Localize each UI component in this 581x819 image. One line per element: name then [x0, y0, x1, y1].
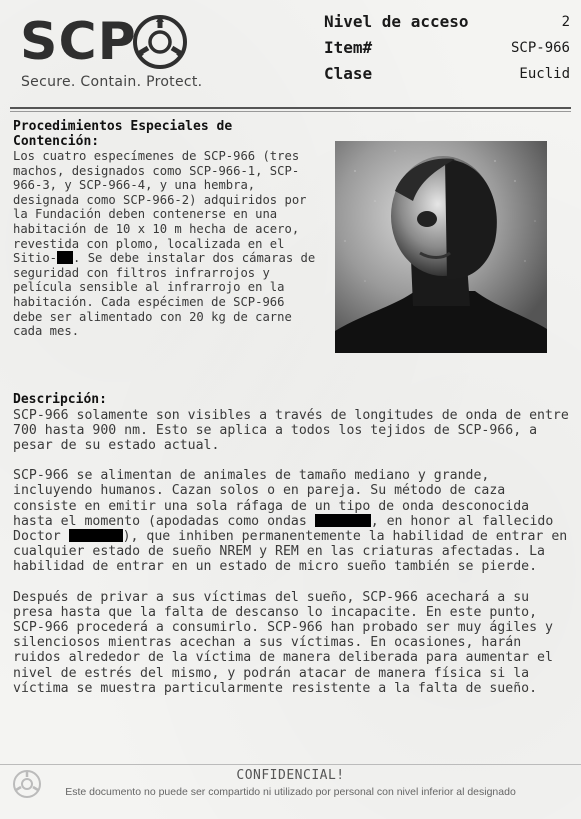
scp-emblem-icon: [132, 14, 188, 70]
redaction-block: [69, 529, 123, 542]
redaction-block: [57, 251, 73, 264]
meta-label: Item#: [324, 38, 373, 57]
footer-note: Este documento no puede ser compartido ni utilizado por personal con nivel inferior al designado: [65, 786, 516, 798]
footer-divider: [0, 764, 581, 765]
item-meta: [324, 12, 570, 90]
procedures-title: Procedimientos Especiales de Contención:: [13, 119, 233, 149]
header-divider-thin: [10, 111, 571, 112]
meta-row-item-number: [324, 38, 570, 64]
meta-row-access-level: [324, 12, 570, 38]
description-title: Descripción:: [13, 392, 107, 407]
meta-value: Euclid: [519, 66, 570, 82]
procedures-text-part: Los cuatro especímenes de SCP-966 (tres machos, designados como SCP-966-1, SCP-966-3, y SCP-966-4, y una hembra, designada como SCP-966-2) adquiridos por la Fundación deben contenerse en una habitación de 10 x 10 m hecha de acero, revestida con plomo, localizada en el Sitio-: [13, 149, 307, 266]
description-text-part: SCP-966 se alimentan de animales de tamaño mediano y grande, incluyendo humanos. Cazan solos o en pareja. Su método de caza consiste en emitir una sola ráfaga de un tipo de onda desconocida hasta el momento (apodadas como ondas: [13, 468, 530, 529]
confidential-label: CONFIDENCIAL!: [236, 768, 345, 783]
containment-procedures: [13, 120, 319, 339]
header-divider: [10, 107, 571, 109]
scp-966-photo: [335, 141, 547, 353]
logo-tagline: Secure. Contain. Protect.: [21, 74, 203, 90]
description-section: [13, 393, 569, 711]
description-paragraph-3: Después de privar a sus víctimas del sueño, SCP-966 acechará a su presa hasta que la falta de descanso lo incapacite. En este punto, SCP-966 procederá a consumirlo. SCP-966 han probado ser muy ágiles y silenciosos mientras acechan a sus víctimas. En ocasiones, harán ruidos alrededor de la víctima de manera deliberada para aumentar el nivel de estrés del mismo, y podrán atacar de manera física si la víctima se muestra particularmente resistente a la falta de sueño.: [13, 589, 553, 696]
procedures-text-part: . Se debe instalar dos cámaras de seguridad con filtros infrarrojos y película sensible al infrarrojo en la habitación. Cada espécimen de SCP-966 debe ser alimentado con 20 kg de carne cada mes.: [13, 251, 316, 339]
meta-value: SCP-966: [510, 40, 570, 56]
description-paragraph-1: SCP-966 solamente son visibles a través de longitudes de onda de entre 700 hasta 900 nm. Esto se aplica a todos los tejidos de SCP-966, a pesar de su estado actual.: [13, 407, 569, 453]
description-text-part: ), que inhiben permanentemente la habilidad de entrar en cualquier estado de sueño NREM y REM en las criaturas afectadas. La habilidad de entrar en un estado de micro sueño también se pierde.: [13, 528, 568, 575]
description-text-part: , en honor al fallecido Doctor: [13, 513, 554, 544]
redaction-block: [315, 514, 371, 527]
photo-icon: [335, 141, 547, 353]
scp-logo: [20, 12, 203, 94]
meta-row-class: [324, 64, 570, 90]
meta-label: Clase: [324, 64, 373, 83]
description-paragraph-2: [13, 468, 569, 574]
meta-value: 2: [561, 14, 570, 30]
meta-label: Nivel de acceso: [324, 12, 469, 31]
logo-text: SCP: [20, 12, 137, 72]
procedures-text: [13, 149, 319, 339]
